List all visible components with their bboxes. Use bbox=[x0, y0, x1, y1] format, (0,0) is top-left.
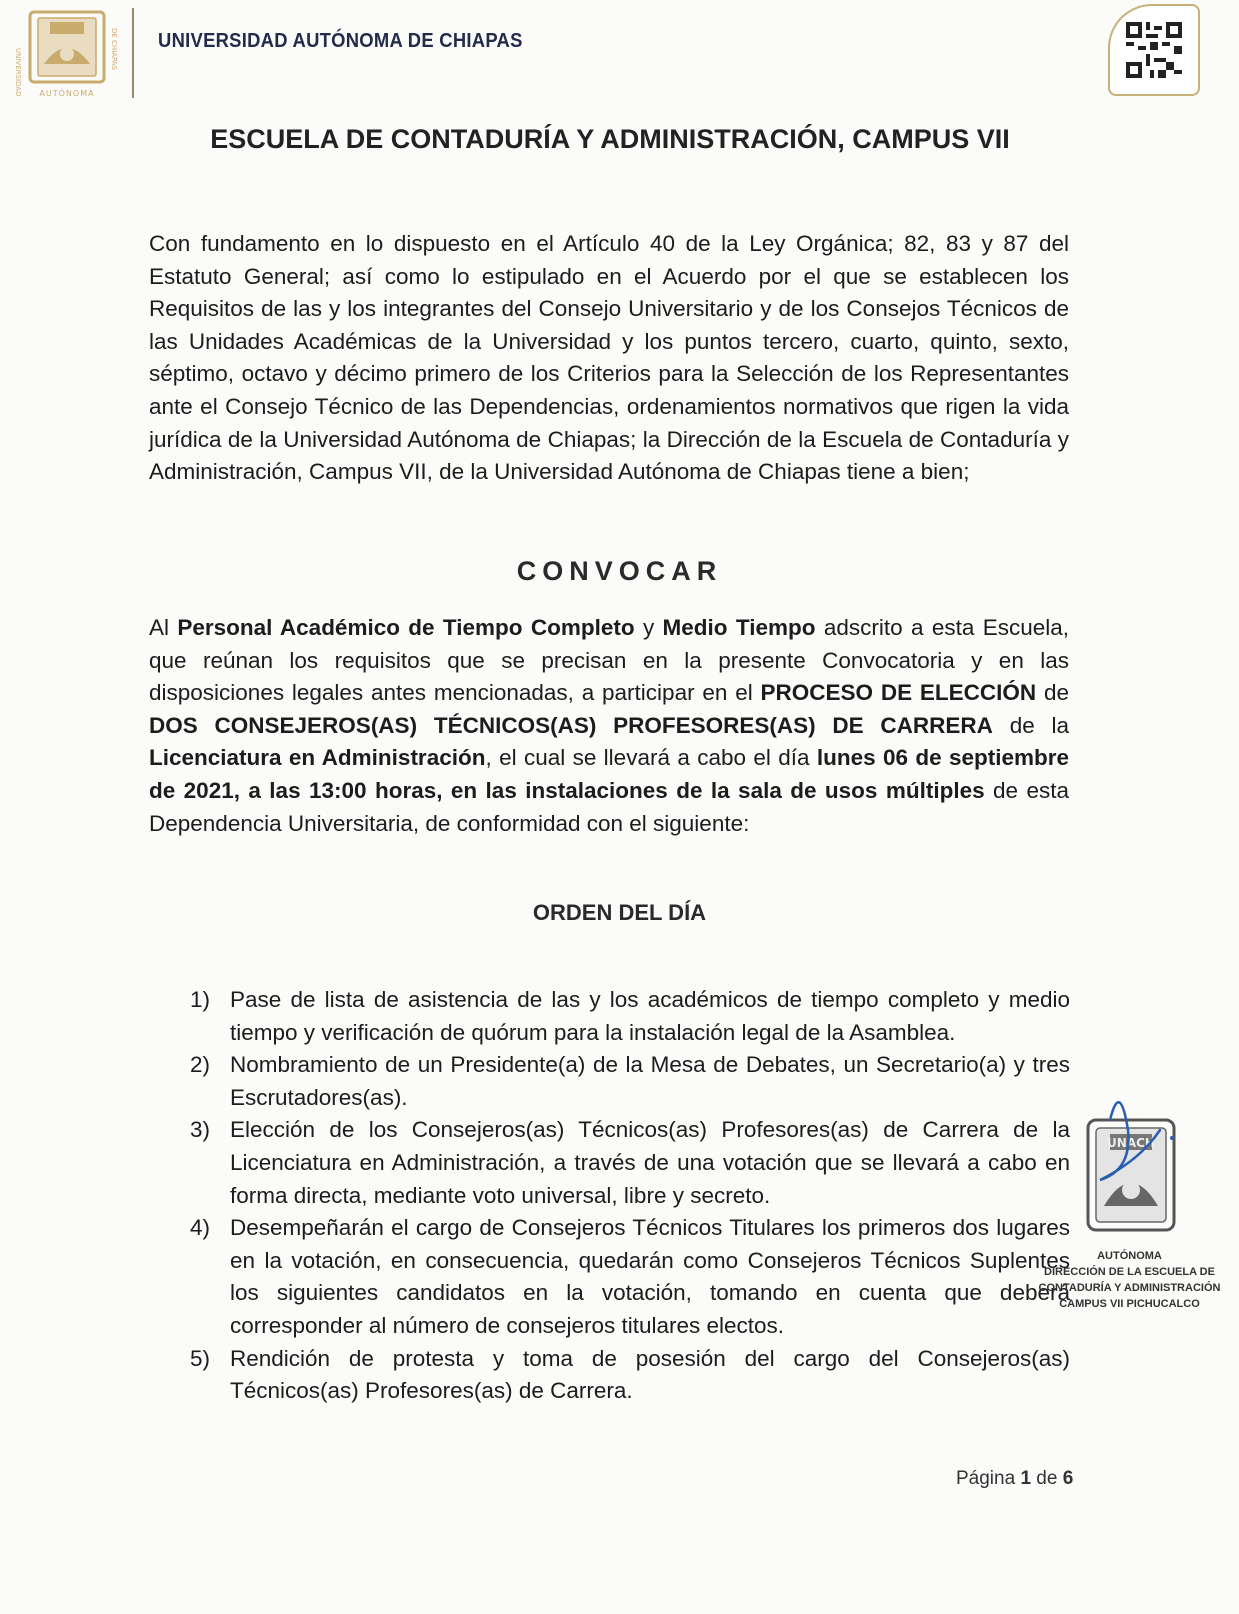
agenda-item-number: 2) bbox=[190, 1052, 211, 1078]
call-bold-1: Personal Académico de Tiempo Completo bbox=[177, 615, 635, 640]
agenda-item-number: 5) bbox=[190, 1345, 211, 1371]
agenda-item-text: Elección de los Consejeros(as) Técnicos(as) Profesores(as) de Carrera de la Licenciatura en Administración, a través de una votación que se llevará a cabo en forma directa, mediante voto universal, libre y secreto. bbox=[230, 1117, 1070, 1208]
page-label: Página bbox=[956, 1468, 1021, 1489]
call-text-1: Al bbox=[149, 615, 178, 640]
logo-caption: AUTÓNOMA bbox=[39, 89, 95, 98]
agenda-item bbox=[190, 1049, 1070, 1114]
seal-caption bbox=[1020, 1248, 1239, 1312]
agenda-item bbox=[190, 1343, 1070, 1408]
school-title: ESCUELA DE CONTADURÍA Y ADMINISTRACIÓN, CAMPUS VII bbox=[210, 124, 1010, 154]
call-text-3: adscrito a esta Escuela, que reúnan los requisitos que se precisan en la presente Convocatoria y en las disposiciones legales antes mencionadas, a participar en el bbox=[149, 615, 1069, 706]
page-current: 1 bbox=[1020, 1468, 1032, 1489]
seal-caption-line: DIRECCIÓN DE LA ESCUELA DE bbox=[1044, 1266, 1215, 1278]
agenda-item-number: 1) bbox=[190, 987, 211, 1012]
call-text-2: y bbox=[634, 615, 663, 640]
agenda-item bbox=[190, 1114, 1070, 1212]
seal-top-text: UNACH bbox=[1107, 1136, 1155, 1150]
page-total: 6 bbox=[1062, 1468, 1074, 1489]
qr-code-icon bbox=[1126, 22, 1182, 78]
agenda-item-text: Nombramiento de un Presidente(a) de la Mesa de Debates, un Secretario(a) y tres Escrutadores(as). bbox=[230, 1052, 1070, 1110]
agenda-heading: ORDEN DEL DÍA bbox=[532, 900, 707, 925]
svg-text:DE CHIAPAS: DE CHIAPAS bbox=[110, 28, 118, 71]
call-text-5: de la bbox=[992, 712, 1069, 738]
agenda-list bbox=[190, 984, 1070, 1408]
agenda-item bbox=[190, 984, 1070, 1049]
convocar-heading: CONVOCAR bbox=[516, 556, 723, 586]
qr-code bbox=[1108, 4, 1200, 96]
header-divider bbox=[132, 8, 134, 98]
agenda-item bbox=[190, 1212, 1070, 1342]
agenda-item-number: 3) bbox=[190, 1117, 211, 1143]
call-text-7: de esta Dependencia Universitaria, de conformidad con el siguiente: bbox=[149, 777, 1070, 836]
university-name: UNIVERSIDAD AUTÓNOMA DE CHIAPAS bbox=[158, 30, 523, 52]
seal-caption-line: CAMPUS VII PICHUCALCO bbox=[1059, 1298, 1200, 1310]
agenda-item-text: Pase de lista de asistencia de las y los académicos de tiempo completo y medio tiempo y verificación de quórum para la instalación legal de la Asamblea. bbox=[230, 987, 1070, 1045]
university-logo bbox=[8, 8, 126, 100]
agenda-item-text: Rendición de protesta y toma de posesión del cargo del Consejeros(as) Técnicos(as) Profesores(as) de Carrera. bbox=[230, 1345, 1070, 1404]
call-text-4: de bbox=[1036, 680, 1069, 706]
svg-text:UNIVERSIDAD: UNIVERSIDAD bbox=[14, 48, 22, 97]
call-paragraph bbox=[149, 612, 1069, 840]
call-bold-6: lunes 06 de septiembre de 2021, a las 13:00 horas, en las instalaciones de la sala de usos múltiples bbox=[149, 745, 1070, 803]
page-of: de bbox=[1031, 1468, 1063, 1489]
intro-paragraph: Con fundamento en lo dispuesto en el Artículo 40 de la Ley Orgánica; 82, 83 y 87 del Estatuto General; así como lo estipulado en el Acuerdo por el que se establecen los Requisitos de las y los integrantes del Consejo Universitario y de los Consejos Técnicos de las Unidades Académicas de la Universidad y los puntos tercero, cuarto, quinto, sexto, séptimo, octavo y décimo primero de los Criterios para la Selección de los Representantes ante el Consejo Técnico de las Dependencias, ordenamientos normativos que rigen la vida jurídica de la Universidad Autónoma de Chiapas; la Dirección de la Escuela de Contaduría y Administración, Campus VII, de la Universidad Autónoma de Chiapas tiene a bien; bbox=[149, 231, 1069, 485]
page-number bbox=[956, 1468, 1073, 1490]
call-bold-4: DOS CONSEJEROS(AS) TÉCNICOS(AS) PROFESORES(AS) DE CARRERA bbox=[149, 712, 993, 738]
call-bold-5: Licenciatura en Administración bbox=[149, 745, 486, 771]
agenda-item-text: Desempeñarán el cargo de Consejeros Técnicos Titulares los primeros dos lugares en la votación, en consecuencia, quedarán como Consejeros Técnicos Suplentes los siguientes candidatos en la votación, tomando en cuenta que deberá corresponder al número de consejeros titulares electos. bbox=[230, 1215, 1070, 1338]
seal-caption-line: CONTADURÍA Y ADMINISTRACIÓN bbox=[1038, 1282, 1221, 1294]
call-text-6: , el cual se llevará a cabo el día bbox=[485, 745, 817, 771]
agenda-item-number: 4) bbox=[190, 1215, 211, 1241]
signature bbox=[1080, 1090, 1190, 1200]
call-bold-3: PROCESO DE ELECCIÓN bbox=[760, 680, 1037, 706]
seal-caption-line: AUTÓNOMA bbox=[1097, 1250, 1162, 1262]
call-bold-2: Medio Tiempo bbox=[662, 615, 816, 640]
